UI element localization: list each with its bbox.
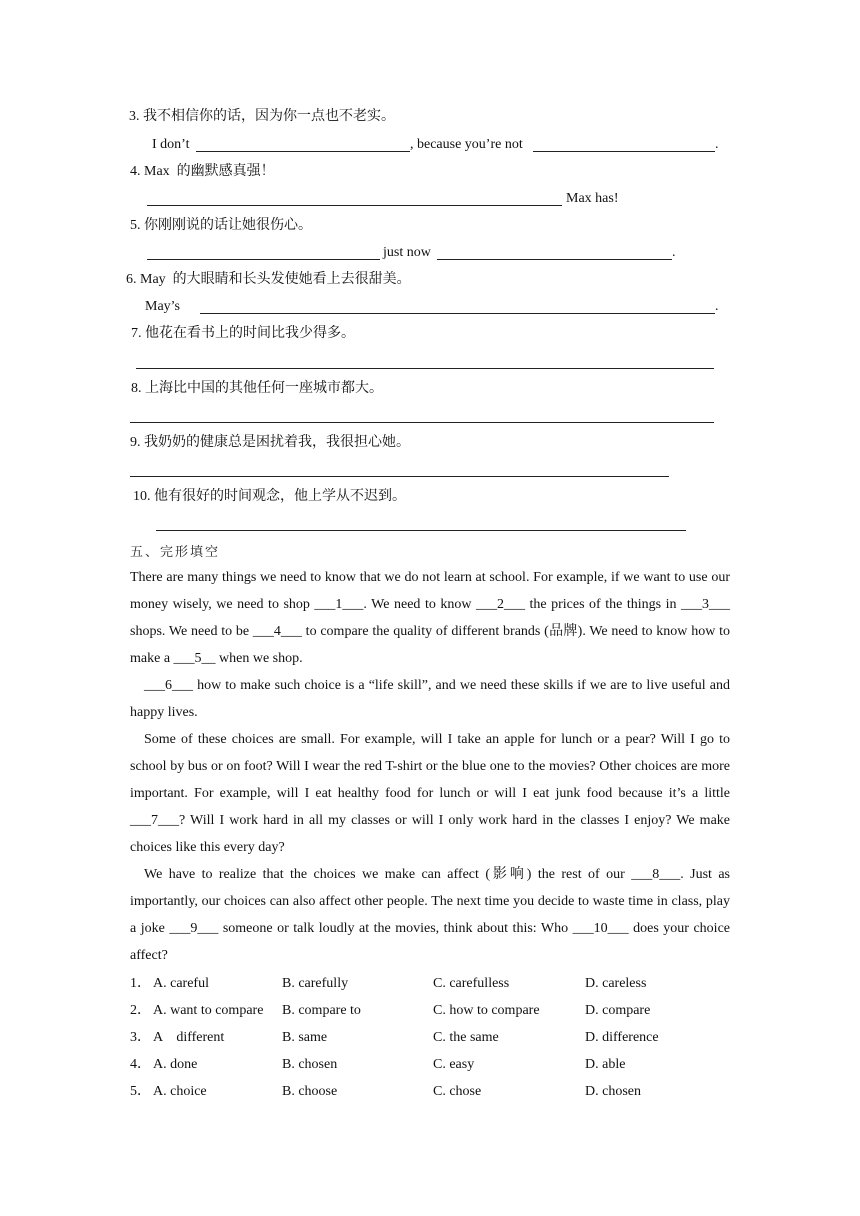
option-a[interactable]: A. done — [153, 1057, 198, 1072]
q3-middle: , because you’re not — [410, 137, 523, 152]
q6-prompt: 6. May 的大眼睛和长头发使她看上去很甜美。 — [126, 272, 411, 287]
cloze-paragraph-3: Some of these choices are small. For example, will I take an apple for lunch or a pear? Will I go to school by bus or on foot? Will I wear the red T-shirt or the blue one to the movies? Other choices are more important. For example, will I eat healthy food for lunch or will I eat junk food because it’s a little ___7___? Will I work hard in all my classes or will I only work hard in the classes I enjoy? We make choices like this every day? — [130, 732, 730, 855]
option-c[interactable]: C. chose — [433, 1084, 482, 1099]
q3-end: . — [715, 137, 719, 152]
q4-blank[interactable] — [147, 205, 562, 206]
option-d[interactable]: D. careless — [585, 976, 647, 991]
option-number: 1． — [130, 976, 151, 991]
cloze-paragraph-2: ___6___ how to make such choice is a “life skill”, and we need these skills if we are to live useful and happy lives. — [130, 678, 730, 720]
option-d[interactable]: D. compare — [585, 1003, 651, 1018]
option-number: 4． — [130, 1057, 151, 1072]
option-b[interactable]: B. compare to — [282, 1003, 361, 1018]
option-a[interactable]: A. choice — [153, 1084, 207, 1099]
q10-blank[interactable] — [156, 530, 686, 531]
option-b[interactable]: B. carefully — [282, 976, 349, 991]
q5-prompt: 5. 你刚刚说的话让她很伤心。 — [130, 218, 312, 233]
option-b[interactable]: B. choose — [282, 1084, 338, 1099]
q4-tail: Max has! — [566, 191, 619, 206]
q6-blank[interactable] — [200, 313, 715, 314]
option-c[interactable]: C. how to compare — [433, 1003, 540, 1018]
q10-prompt: 10. 他有很好的时间观念，他上学从不迟到。 — [133, 489, 406, 504]
q5-blank-2[interactable] — [437, 259, 672, 260]
q9-blank[interactable] — [130, 476, 669, 477]
q7-blank[interactable] — [136, 368, 714, 369]
option-d[interactable]: D. able — [585, 1057, 626, 1072]
q8-prompt: 8. 上海比中国的其他任何一座城市都大。 — [131, 381, 383, 396]
q3-blank-1[interactable] — [196, 151, 410, 152]
q5-end: . — [672, 245, 676, 260]
option-number: 2． — [130, 1003, 151, 1018]
q3-start: I don’t — [152, 137, 190, 152]
cloze-paragraph-1: There are many things we need to know that we do not learn at school. For example, if we want to use our money wisely, we need to shop ___1___. We need to know ___2___ the prices of the things in ___3___ shops. We need to be ___4___ to compare the quality of different brands (品牌). We need to know how to make a ___5__ when we shop. — [130, 570, 730, 666]
option-b[interactable]: B. chosen — [282, 1057, 338, 1072]
option-c[interactable]: C. easy — [433, 1057, 475, 1072]
q4-prompt: 4. Max 的幽默感真强！ — [130, 164, 275, 179]
option-a[interactable]: A different — [153, 1030, 225, 1045]
option-d[interactable]: D. difference — [585, 1030, 659, 1045]
q7-prompt: 7. 他花在看书上的时间比我少得多。 — [131, 326, 355, 341]
option-c[interactable]: C. carefulless — [433, 976, 510, 991]
q8-blank[interactable] — [130, 422, 714, 423]
q9-prompt: 9. 我奶奶的健康总是困扰着我，我很担心她。 — [130, 435, 410, 450]
q6-start: May’s — [145, 299, 180, 314]
q3-blank-2[interactable] — [533, 151, 715, 152]
section-heading: 五、完形填空 — [130, 545, 221, 560]
cloze-paragraph-4: We have to realize that the choices we make can affect (影响) the rest of our ___8___. Just as importantly, our choices can also affect other people. The next time you decide to waste time in class, play a joke ___9___ someone or talk loudly at the movies, think about this: Who ___10___ does your choice affect? — [130, 867, 730, 963]
option-number: 5． — [130, 1084, 151, 1099]
option-a[interactable]: A. careful — [153, 976, 209, 991]
option-b[interactable]: B. same — [282, 1030, 328, 1045]
q5-middle: just now — [383, 245, 431, 260]
option-c[interactable]: C. the same — [433, 1030, 499, 1045]
q5-blank-1[interactable] — [147, 259, 380, 260]
q3-prompt: 3. 我不相信你的话，因为你一点也不老实。 — [129, 109, 395, 124]
option-number: 3． — [130, 1030, 151, 1045]
option-a[interactable]: A. want to compare — [153, 1003, 264, 1018]
option-d[interactable]: D. chosen — [585, 1084, 641, 1099]
q6-end: . — [715, 299, 719, 314]
